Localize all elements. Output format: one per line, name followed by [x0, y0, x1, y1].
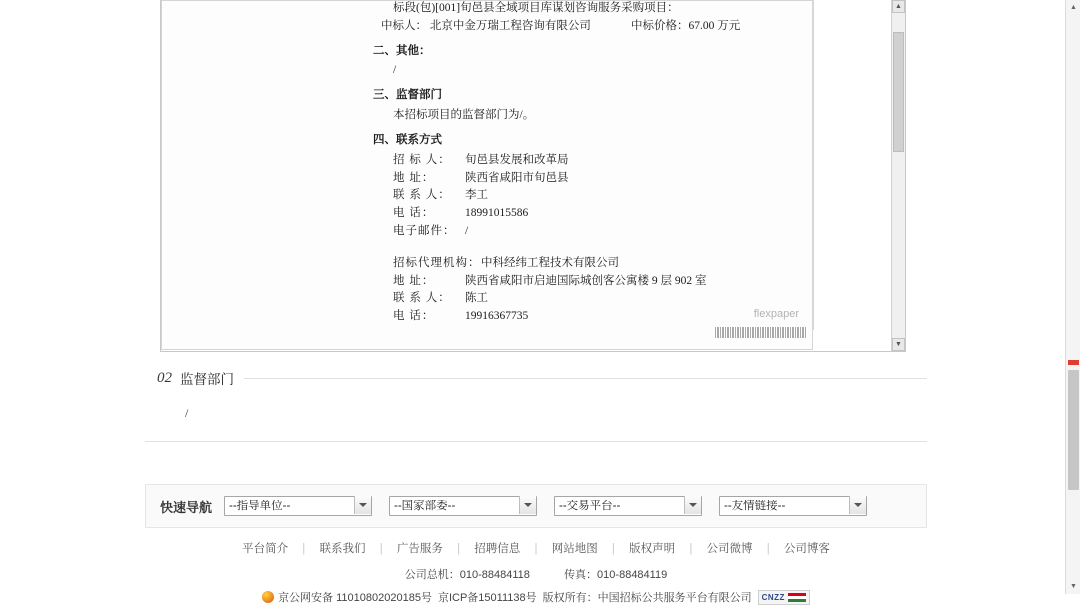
doc-spacer [361, 241, 791, 255]
agency-row-person [361, 290, 791, 308]
quick-nav-select-national-ministry-wrap [389, 496, 554, 516]
doc-heading-other: 二、其他： [373, 44, 431, 57]
scroll-up-icon[interactable]: ▲ [892, 0, 905, 13]
field-value: / [465, 224, 469, 237]
document-page [161, 0, 813, 350]
section-title: 监督部门 [180, 372, 234, 387]
footer-separator: | [611, 543, 615, 555]
winner-bidder: 中标人： 北京中金万瑞工程咨询有限公司 [381, 19, 591, 32]
quick-nav-select-guidance-unit-wrap [224, 496, 389, 516]
doc-heading-supervision: 三、监督部门 [373, 89, 442, 102]
field-label: 电 话： [393, 207, 435, 220]
footer-link-platform-intro[interactable]: 平台简介 [242, 543, 289, 555]
icp-record-text[interactable]: 京ICP备15011138号 [437, 592, 537, 604]
viewer-scroll-thumb[interactable] [893, 32, 904, 152]
footer-link-weibo[interactable]: 公司微博 [706, 543, 753, 555]
field-label: 联 系 人： [393, 292, 451, 305]
scroll-find-marker [1068, 360, 1079, 365]
barcode-image [715, 327, 807, 338]
quick-nav-select-trading-platform[interactable] [554, 496, 702, 516]
quick-nav-bar [145, 484, 927, 528]
section-body-text: / [185, 406, 189, 420]
doc-line: 本招标项目的监督部门为/。 [393, 109, 535, 122]
page-scrollbar[interactable] [1065, 0, 1080, 594]
police-badge-icon [262, 591, 274, 603]
doc-heading-contact: 四、联系方式 [373, 133, 442, 146]
supervision-section-card [145, 352, 927, 442]
field-label: 电 话： [393, 310, 435, 323]
field-value: 18991015586 [465, 207, 529, 220]
quick-nav-select-national-ministry[interactable] [389, 496, 537, 516]
page-divider [813, 0, 814, 330]
footer-link-copyright-statement[interactable]: 版权声明 [629, 543, 676, 555]
footer-separator: | [534, 543, 538, 555]
gov-record-text[interactable]: 京公网安备 11010802020185号 [278, 592, 432, 604]
field-value: 19916367735 [465, 310, 529, 323]
section-header [145, 352, 927, 388]
cnzz-label: CNZZ [761, 592, 785, 602]
field-value: 旬邑县发展和改革局 [465, 153, 569, 166]
footer-record-line [0, 589, 1072, 605]
scroll-down-icon[interactable]: ▼ [892, 338, 905, 351]
quick-nav-select-friendly-links-wrap [719, 496, 884, 516]
field-value: 陈工 [465, 292, 488, 305]
section-divider [244, 378, 927, 379]
agency-row-name [361, 255, 791, 273]
contact-row-tenderer [361, 152, 791, 170]
field-label: 电子邮件： [393, 224, 456, 237]
gov-record-badge[interactable] [262, 589, 432, 605]
field-value: 中科经纬工程技术有限公司 [481, 256, 619, 269]
footer-link-sitemap[interactable]: 网站地图 [551, 543, 598, 555]
document-viewer [160, 0, 906, 352]
spacer-rule [145, 455, 927, 456]
contact-row-phone [361, 205, 791, 223]
footer-contact-line [0, 566, 1072, 582]
quick-nav-select-trading-platform-wrap [554, 496, 719, 516]
footer-link-jobs[interactable]: 招聘信息 [474, 543, 521, 555]
footer-separator: | [766, 543, 770, 555]
viewer-scrollbar[interactable] [891, 0, 905, 351]
footer-separator: | [689, 543, 693, 555]
footer-fax: 传真：010-88484119 [564, 569, 668, 581]
footer-link-blog[interactable]: 公司博客 [783, 543, 830, 555]
flexpaper-watermark: flexpaper [753, 308, 799, 320]
footer-link-list [0, 536, 1072, 556]
cnzz-flag-icon [788, 593, 806, 602]
document-text [361, 0, 791, 326]
footer-separator: | [457, 543, 461, 555]
doc-line: 标段(包)[001]旬邑县全域项目库谋划咨询服务采购项目： [393, 2, 679, 14]
field-label: 联 系 人： [393, 189, 451, 202]
site-footer [0, 536, 1072, 605]
agency-row-phone [361, 308, 791, 326]
page-scroll-up-icon[interactable]: ▲ [1070, 4, 1077, 11]
footer-link-contact-us[interactable]: 联系我们 [319, 543, 366, 555]
section-number: 02 [157, 369, 172, 386]
cnzz-badge[interactable] [758, 590, 810, 605]
field-label: 招 标 人： [393, 153, 451, 166]
copyright-text: 版权所有：中国招标公共服务平台有限公司 [542, 592, 752, 604]
quick-nav-label: 快速导航 [160, 499, 213, 515]
footer-phone: 公司总机：010-88484118 [404, 569, 530, 581]
doc-line: / [393, 64, 397, 77]
field-value: 陕西省咸阳市旬邑县 [465, 171, 569, 184]
field-label: 招标代理机构： [393, 256, 481, 269]
footer-link-ad-service[interactable]: 广告服务 [396, 543, 443, 555]
agency-row-address [361, 273, 791, 291]
footer-separator: | [379, 543, 383, 555]
page-scroll-down-icon[interactable]: ▼ [1070, 583, 1077, 590]
quick-nav-select-guidance-unit[interactable] [224, 496, 372, 516]
contact-row-address [361, 170, 791, 188]
contact-row-email [361, 223, 791, 241]
field-label: 地 址： [393, 274, 435, 287]
footer-separator: | [302, 543, 306, 555]
page-scroll-thumb[interactable] [1068, 370, 1079, 490]
field-value: 陕西省咸阳市启迪国际城创客公寓楼 9 层 902 室 [465, 274, 707, 287]
field-value: 李工 [465, 189, 488, 202]
doc-line-pair [361, 18, 791, 36]
quick-nav-select-friendly-links[interactable] [719, 496, 867, 516]
winning-price: 中标价格：67.00 万元 [631, 19, 741, 32]
contact-row-person [361, 187, 791, 205]
field-label: 地 址： [393, 171, 435, 184]
